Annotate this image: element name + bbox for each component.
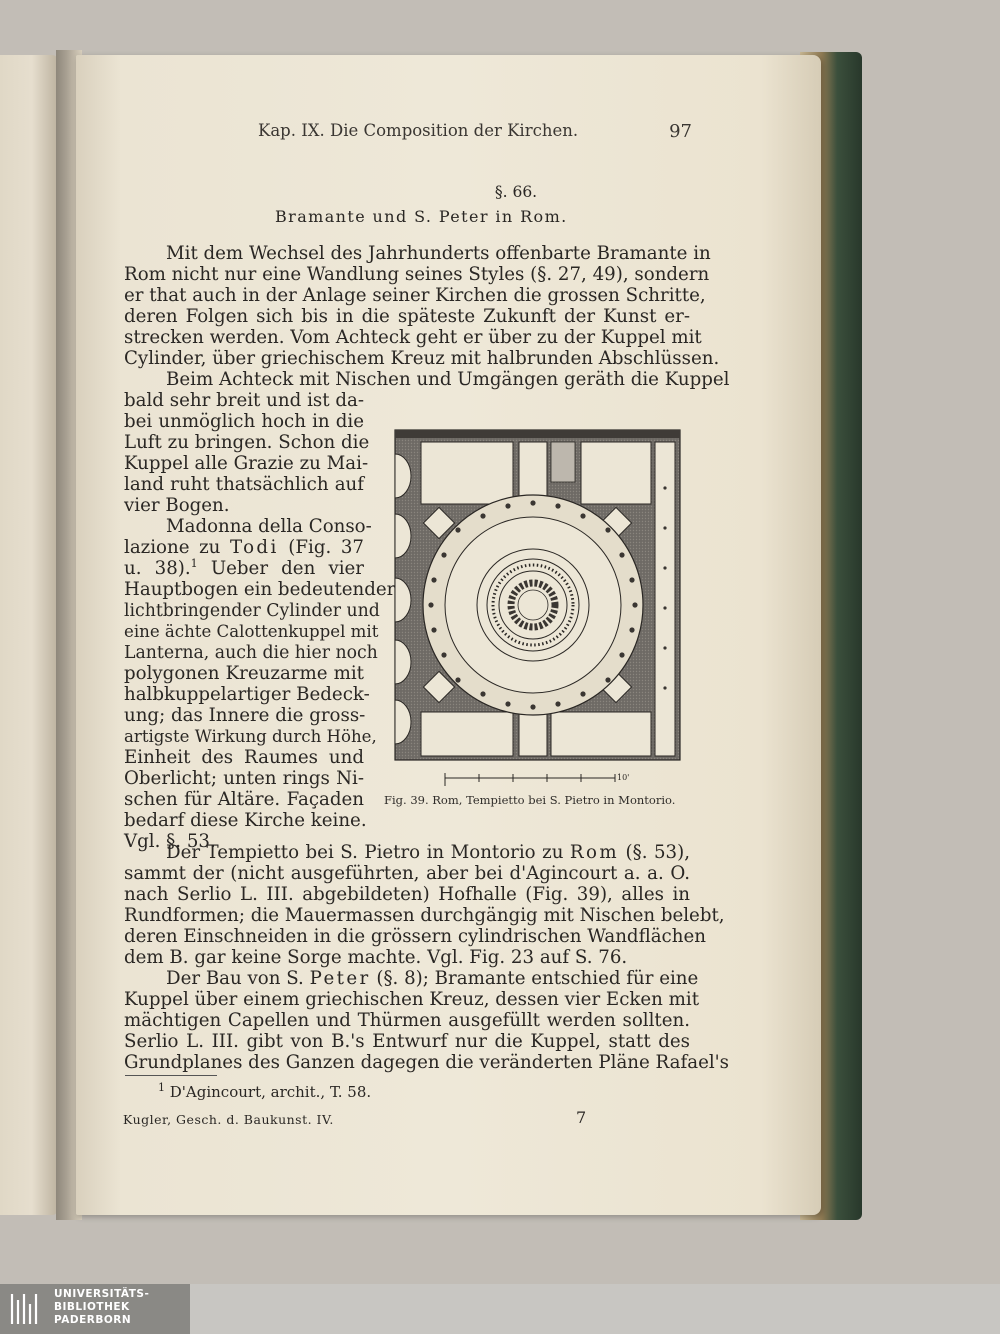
text-line: bedarf diese Kirche keine. <box>124 810 367 831</box>
text-line: deren Folgen sich bis in die späteste Zukunft der Kunst er- <box>124 306 690 327</box>
text-line: Grundplanes des Ganzen dagegen die veränderten Pläne Rafael's <box>124 1052 729 1073</box>
library-logo <box>0 1284 190 1334</box>
text-line: Einheit des Raumes und <box>124 747 364 768</box>
text-line: Hauptbogen ein bedeutender <box>124 579 396 600</box>
library-footer <box>0 1284 1000 1334</box>
library-name-line1: UNIVERSITÄTS- <box>54 1288 150 1300</box>
section-number: §. 66. <box>494 183 538 201</box>
footnote-marker: 1 <box>190 556 198 570</box>
text-line: lichtbringender Cylinder und <box>124 601 380 621</box>
text-line <box>166 843 690 864</box>
text-line: vier Bogen. <box>124 495 230 516</box>
text-line: land ruht thatsächlich auf <box>124 474 364 495</box>
text-line: dem B. gar keine Sorge machte. Vgl. Fig. 23 auf S. 76. <box>124 947 628 968</box>
text-line: Rundformen; die Mauermassen durchgängig mit Nischen belebt, <box>124 905 725 926</box>
text-line <box>124 538 364 559</box>
place-name-rom: Rom <box>569 842 620 863</box>
text-span: Der Tempietto bei S. Pietro in Montorio zu <box>166 842 570 863</box>
footnote-text: D'Agincourt, archit., T. 58. <box>165 1083 372 1101</box>
text-line: Madonna della Conso- <box>166 516 372 537</box>
text-line: artigste Wirkung durch Höhe, <box>124 727 377 746</box>
library-emblem-icon <box>8 1290 44 1328</box>
text-line: mächtigen Capellen und Thürmen ausgefüllt werden sollten. <box>124 1010 690 1031</box>
text-line: Rom nicht nur eine Wandlung seines Styles (§. 27, 49), sondern <box>124 264 710 285</box>
text-line: halbkuppelartiger Bedeck- <box>124 684 370 705</box>
text-line: Cylinder, über griechischem Kreuz mit halbrunden Abschlüssen. <box>124 348 720 369</box>
tempietto-plan-drawing <box>383 418 688 790</box>
library-name-line3: PADERBORN <box>54 1314 132 1326</box>
text-line: Mit dem Wechsel des Jahrhunderts offenbarte Bramante in <box>166 243 711 264</box>
text-line: eine ächte Calottenkuppel mit <box>124 622 379 641</box>
text-span: Ueber den vier <box>197 558 364 579</box>
place-name-todi: Todi <box>229 537 279 558</box>
text-span: lazione zu <box>124 537 230 558</box>
text-line: er that auch in der Anlage seiner Kirchen die grossen Schritte, <box>124 285 706 306</box>
text-line: bei unmöglich hoch in die <box>124 411 364 432</box>
text-line: Vgl. §. 53. <box>124 831 216 852</box>
text-line: Kuppel über einem griechischen Kreuz, dessen vier Ecken mit <box>124 989 700 1010</box>
text-line: Serlio L. III. gibt von B.'s Entwurf nur die Kuppel, statt des <box>124 1031 690 1052</box>
name-peter: Peter <box>309 968 371 989</box>
text-span: Der Bau von S. <box>166 968 310 989</box>
text-line: Lanterna, auch die hier noch <box>124 643 378 663</box>
figure-caption: Fig. 39. Rom, Tempietto bei S. Pietro in Montorio. <box>384 793 676 807</box>
page-number: 97 <box>669 121 692 142</box>
text-line: sammt der (nicht ausgeführten, aber bei d'Agincourt a. a. O. <box>124 863 690 884</box>
text-line <box>124 556 364 580</box>
text-line: polygonen Kreuzarme mit <box>124 663 364 684</box>
text-span: (§. 8); Bramante entschied für eine <box>370 968 699 989</box>
printer-signature: Kugler, Gesch. d. Baukunst. IV. <box>123 1112 334 1127</box>
left-page-edge <box>0 55 58 1215</box>
text-line <box>166 968 699 990</box>
text-span: (Fig. 37 <box>278 537 364 558</box>
running-head-title: Kap. IX. Die Composition der Kirchen. <box>258 121 579 140</box>
text-line: strecken werden. Vom Achteck geht er über zu der Kuppel mit <box>124 327 702 348</box>
text-line: bald sehr breit und ist da- <box>124 390 364 411</box>
signature-number: 7 <box>576 1108 587 1127</box>
text-line: ung; das Innere die gross- <box>124 705 366 726</box>
footnote <box>158 1083 371 1101</box>
text-line: nach Serlio L. III. abgebildeten) Hofhalle (Fig. 39), alles in <box>124 884 690 905</box>
footnote-marker: 1 <box>158 1081 165 1094</box>
floor-plan-figure <box>383 418 688 790</box>
text-line: deren Einschneiden in die grössern cylindrischen Wandflächen <box>124 926 706 947</box>
text-span: (§. 53), <box>619 842 690 863</box>
text-line: Beim Achteck mit Nischen und Umgängen geräth die Kuppel <box>166 369 730 390</box>
footnote-rule <box>125 1075 217 1076</box>
text-line: Oberlicht; unten rings Ni- <box>124 768 364 789</box>
text-line: schen für Altäre. Façaden <box>124 789 364 810</box>
text-line: Luft zu bringen. Schon die <box>124 432 370 453</box>
section-title: Bramante und S. Peter in Rom. <box>275 207 568 226</box>
text-span: u. 38). <box>124 558 191 579</box>
text-line: Kuppel alle Grazie zu Mai- <box>124 453 369 474</box>
library-name-line2: BIBLIOTHEK <box>54 1301 130 1313</box>
scale-label: 10' <box>617 773 630 782</box>
